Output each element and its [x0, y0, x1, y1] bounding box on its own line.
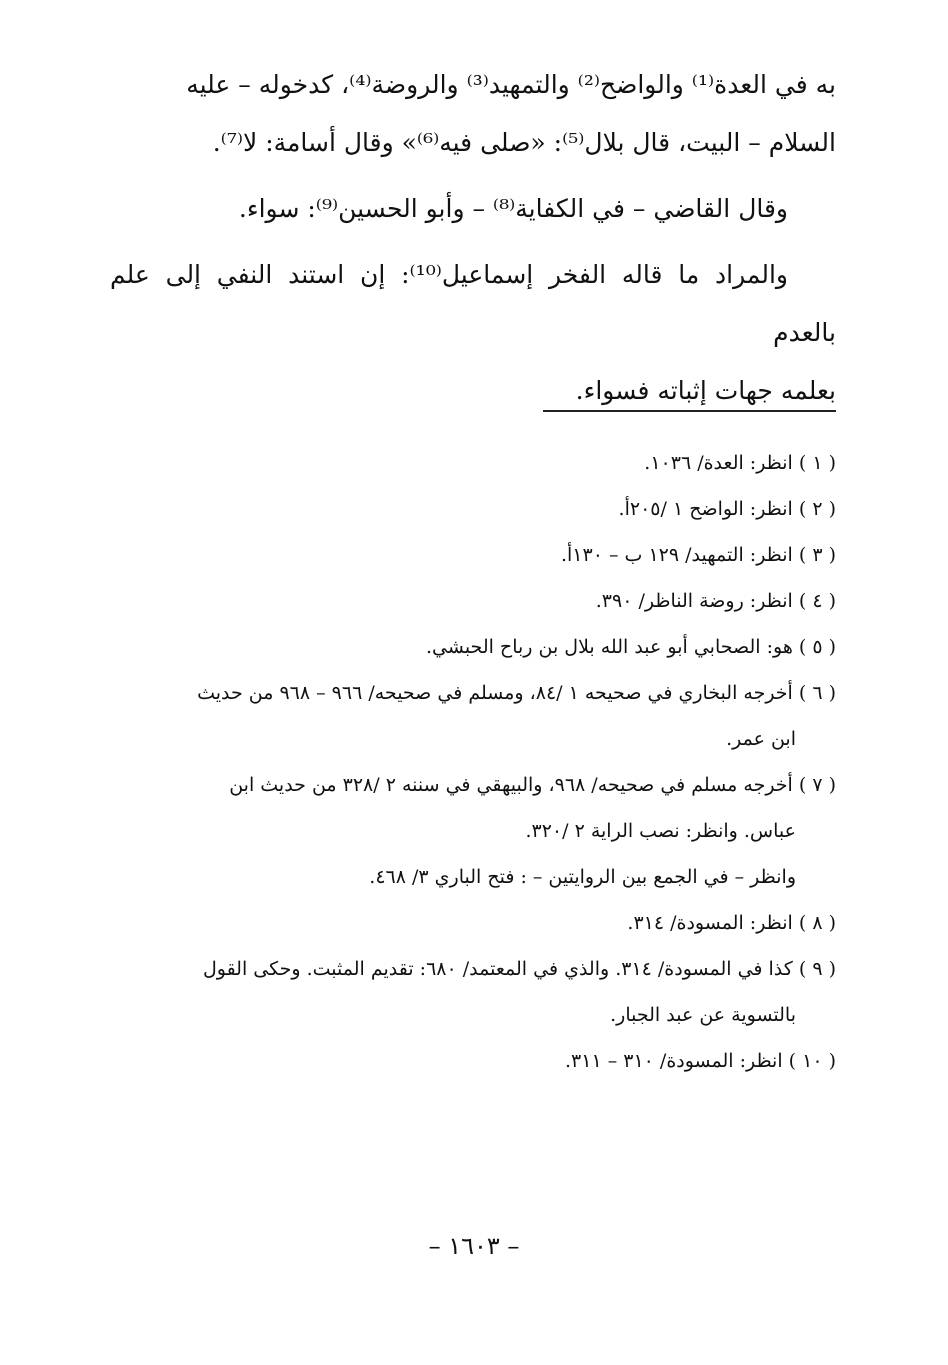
footnote-6-line-2: ابن عمر. [726, 728, 796, 750]
footnote-7-line-1: ( ٧ ) أخرجه مسلم في صحيحه/ ٩٦٨، والبيهقي في سننه ٢ /٣٢٨ من حديث ابن [229, 774, 836, 796]
main-text [110, 56, 836, 420]
footnote-6-line-1: ( ٦ ) أخرجه البخاري في صحيحه ١ /٨٤، ومسلم في صحيحه/ ٩٦٦ – ٩٦٨ من حديث [197, 682, 836, 704]
footnote-5: ( ٥ ) هو: الصحابي أبو عبد الله بلال بن رباح الحبشي. [426, 636, 836, 658]
footnote-9-line-2: بالتسوية عن عبد الجبار. [610, 1004, 796, 1026]
footnote-divider [543, 410, 836, 412]
footnote-7-line-2: عباس. وانظر: نصب الراية ٢ /٣٢٠. [525, 820, 796, 842]
main-paragraph-3-line-2: بعلمه جهات إثباته فسواء. [575, 376, 836, 405]
footnotes [110, 440, 836, 1084]
footnote-4: ( ٤ ) انظر: روضة الناظر/ ٣٩٠. [595, 590, 836, 612]
footnote-10: ( ١٠ ) انظر: المسودة/ ٣١٠ – ٣١١. [564, 1050, 836, 1072]
footnote-2: ( ٢ ) انظر: الواضح ١ /٢٠٥أ. [618, 498, 836, 520]
footnote-1: ( ١ ) انظر: العدة/ ١٠٣٦. [644, 452, 836, 474]
footnote-8: ( ٨ ) انظر: المسودة/ ٣١٤. [627, 912, 836, 934]
footnote-9-line-1: ( ٩ ) كذا في المسودة/ ٣١٤. والذي في المعتمد/ ٦٨٠: تقديم المثبت. وحكى القول [202, 958, 836, 980]
main-paragraph-1-line-1: به في العدة⁽¹⁾ والواضح⁽²⁾ والتمهيد⁽³⁾ والروضة⁽⁴⁾، كدخوله – عليه [186, 70, 836, 99]
page-number: – ١٦٠٣ – [428, 1232, 520, 1260]
main-paragraph-3-line-1: والمراد ما قاله الفخر إسماعيل⁽¹⁰⁾: إن استند النفي إلى علم بالعدم [110, 260, 836, 347]
footnote-3: ( ٣ ) انظر: التمهيد/ ١٢٩ ب – ١٣٠أ. [560, 544, 836, 566]
main-paragraph-1-line-2: السلام – البيت، قال بلال⁽⁵⁾: «صلى فيه⁽⁶⁾» وقال أسامة: لا⁽⁷⁾. [212, 128, 836, 157]
main-paragraph-2: وقال القاضي – في الكفاية⁽⁸⁾ – وأبو الحسين⁽⁹⁾: سواء. [238, 194, 788, 223]
footnote-7-line-3: وانظر – في الجمع بين الروايتين – : فتح الباري ٣/ ٤٦٨. [369, 866, 796, 888]
